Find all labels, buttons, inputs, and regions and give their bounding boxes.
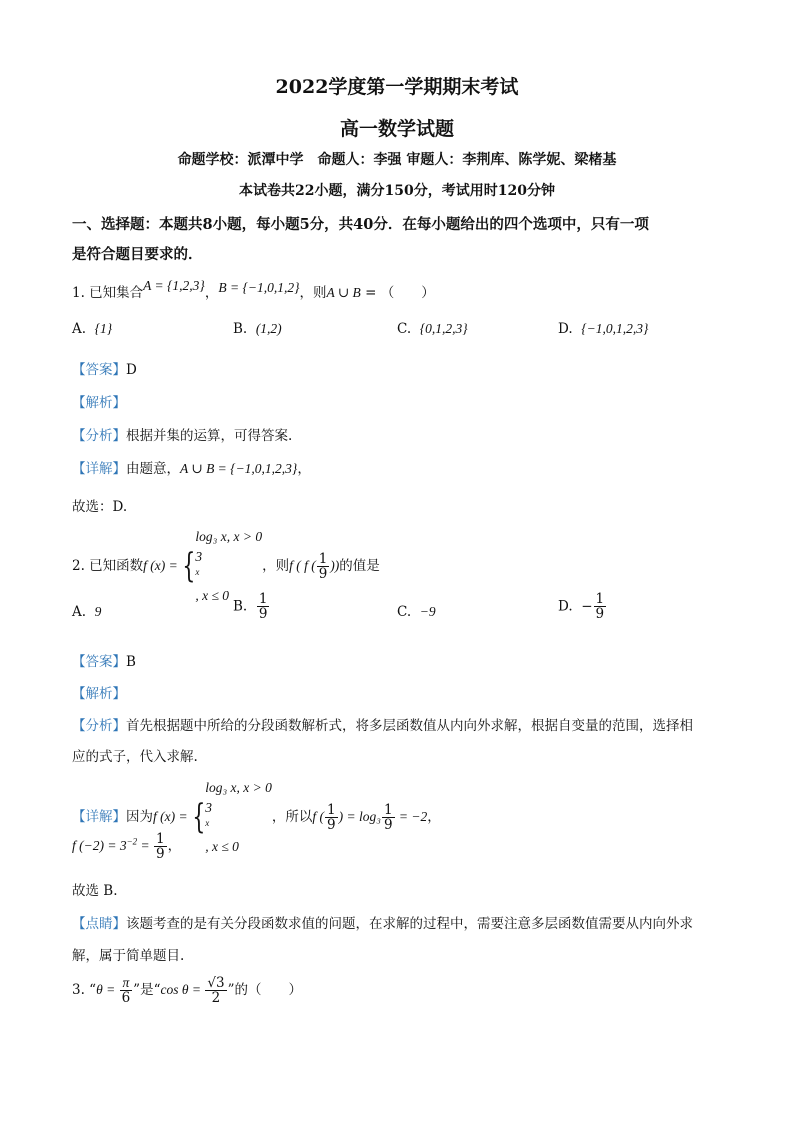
exam-authors: 命题学校：派潭中学 命题人：李强 审题人：李荆库、陈学妮、梁楮基 <box>177 152 617 168</box>
q2-analysis-tag: 【解析】 <box>72 686 126 702</box>
q2-review-line1: 【点睛】该题考查的是有关分段函数求值的问题，在求解的过程中，需要注意多层函数值需要从内向外求 <box>72 916 693 932</box>
union-expr: A ∪ B <box>326 285 361 300</box>
question-3-stem: 3. “θ = $\frac{\pi}{6}$ ”是“cos θ = $\frac{√3}{2}$ ”的（ ） <box>72 975 302 1007</box>
q2-fenxi-line1: 【分析】首先根据题中所给的分段函数解析式，将多层函数值从内向外求解，根据自变量的范围，选择相 <box>72 718 693 734</box>
section-heading-line2: 是符合题目要求的． <box>72 246 203 263</box>
q2-option-d: D. − $\frac{1}{9}$ <box>558 591 605 623</box>
q1-analysis-tag: 【解析】 <box>72 395 126 411</box>
q2-option-b: B. $\frac{1}{9}$ <box>233 591 268 623</box>
q2-option-a: A. 9 <box>72 604 102 620</box>
q1-answer: 【答案】D <box>72 362 137 378</box>
q2-detail: 【详解】因为f (x) = { log₃ x, x > 0 3 $^x$ , x ≤ 0 ，所以f ( $\frac{1}{9}$ ) = log₃ $\frac{1}{9}$ = −2， <box>72 780 441 855</box>
set-b: B = {−1,0,1,2} <box>218 280 300 295</box>
exam-summary: 本试卷共22小题，满分150分，考试用时120分钟 <box>239 183 555 199</box>
q1-fenxi: 【分析】根据并集的运算，可得答案. <box>72 428 293 444</box>
set-a: A = {1,2,3} <box>143 278 205 293</box>
exam-subtitle: 高一数学试题 <box>339 118 454 140</box>
exam-title: 2022学度第一学期期末考试 <box>275 76 519 98</box>
q2-answer: 【答案】B <box>72 654 136 670</box>
q1-option-c: C. {0,1,2,3} <box>397 321 468 337</box>
q2-fenxi-line2: 应的式子，代入求解. <box>72 749 198 765</box>
q2-option-c: C. −9 <box>397 604 436 620</box>
q1-option-a: A. {1} <box>72 321 113 337</box>
q1-detail: 【详解】由题意，A ∪ B = {−1,0,1,2,3}， <box>72 461 311 477</box>
q2-conclusion: 故选 B. <box>72 883 118 899</box>
q1-option-d: D. {−1,0,1,2,3} <box>558 321 649 337</box>
q1-option-b: B. (1,2) <box>233 321 282 337</box>
question-2-stem: 2. 已知函数f (x) = { log₃ x, x > 0 3 $^x$ , x ≤ 0 ，则f ( f ( $\frac{1}{9}$ ))的值是 <box>72 529 380 604</box>
q2-detail-line2: f $(-2) = 3^{-2}$ = $\frac{1}{9}$ ， <box>72 831 182 863</box>
q2-review-line2: 解，属于简单题目. <box>72 948 185 964</box>
q1-conclusion: 故选：D. <box>72 499 128 515</box>
section-heading-line1: 一、选择题：本题共8小题，每小题5分，共40分．在每小题给出的四个选项中，只有一项 <box>72 216 649 233</box>
question-1-stem: 1. 已知集合A = {1,2,3}，B = {−1,0,1,2}，则A ∪ B = （ ） <box>72 278 435 301</box>
